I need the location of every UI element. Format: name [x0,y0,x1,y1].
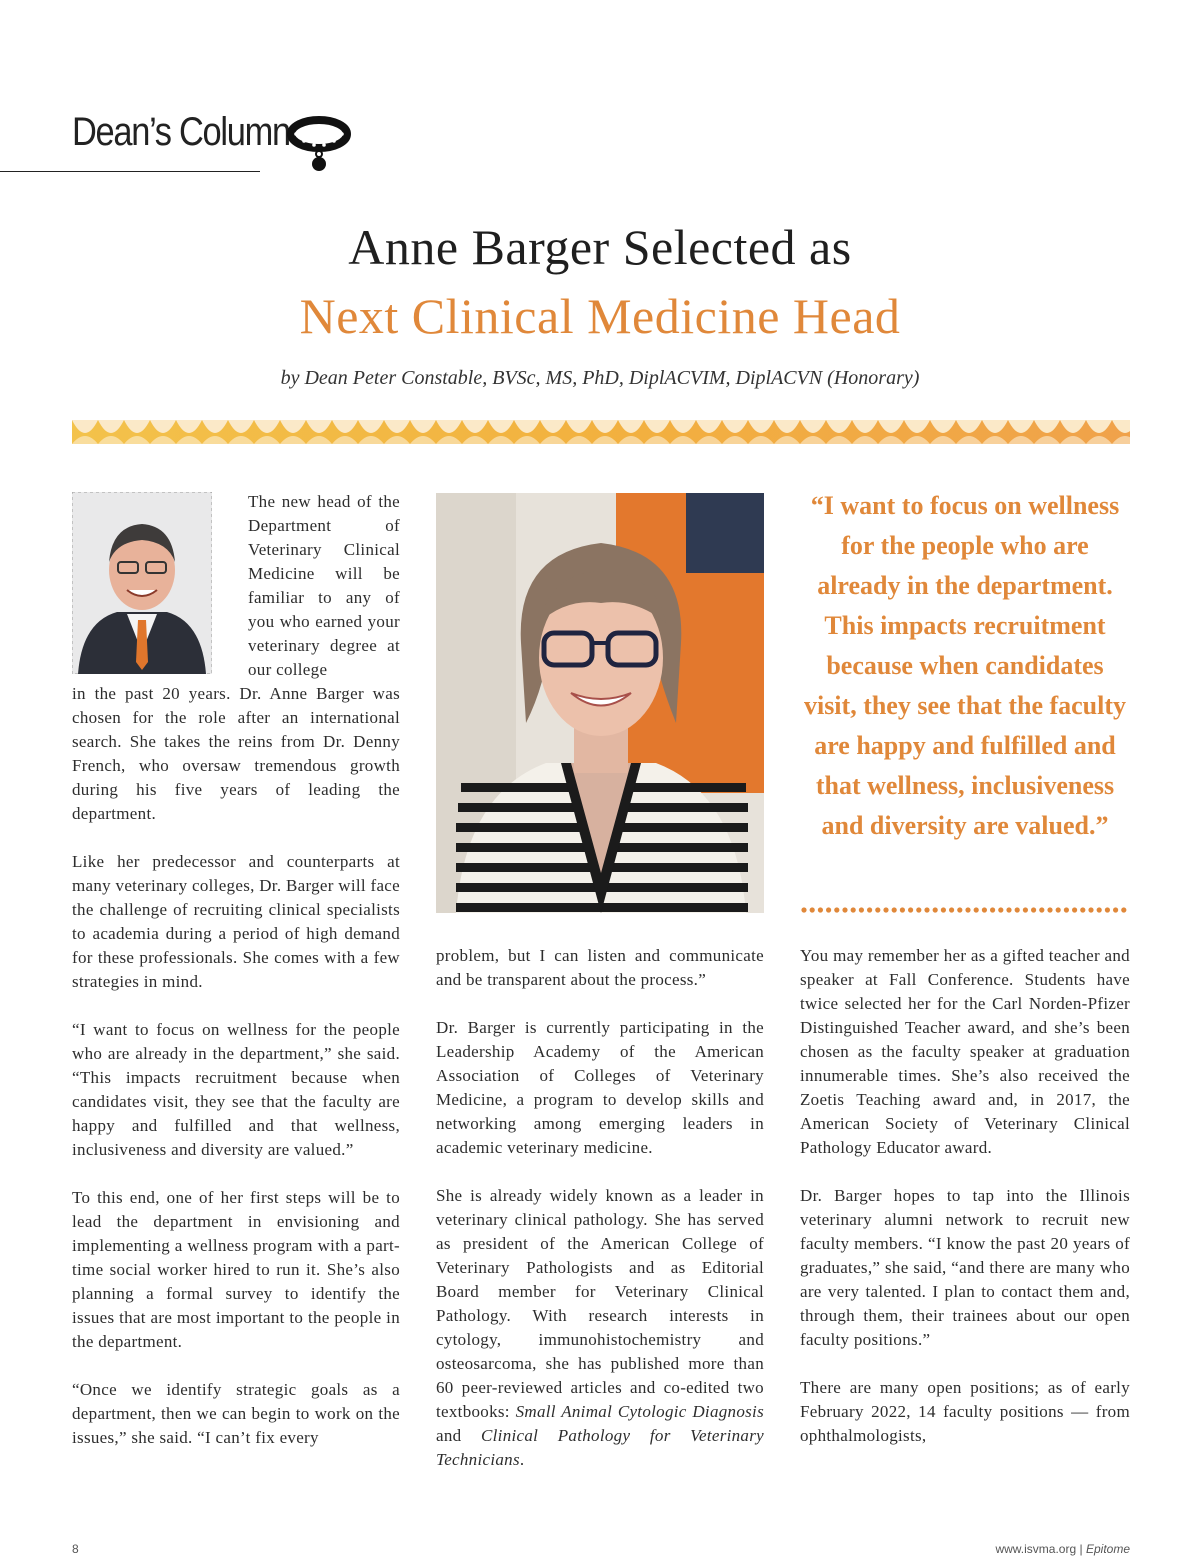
divider-dot [1121,907,1126,912]
header-rule [0,171,260,172]
divider-dot [1039,907,1044,912]
divider-dot [900,907,905,912]
divider-dot [859,907,864,912]
divider-dot [801,907,806,912]
section-label: Dean’s Column [72,110,290,154]
byline: by Dean Peter Constable, BVSc, MS, PhD, DiplACVIM, DiplACVN (Honorary) [280,367,920,389]
divider-dot [933,907,938,912]
footer-separator: | [1079,1542,1083,1556]
divider-dot [949,907,954,912]
headline-line-2: Next Clinical Medicine Head [299,288,901,344]
divider-dot [867,907,872,912]
article-column-1 [72,682,400,1450]
book-title: Clinical Pathology for Veterinary Technicians [436,1426,764,1469]
divider-dot [875,907,880,912]
paragraph: “I want to focus on wellness for the people who are already in the department,” she said. “This impacts recruitment because when candidates visit, they see that the faculty are happy and fulfilled and that wellness, inclusiveness and diversity are valued.” [72,1020,400,1159]
article-column-3 [800,944,1130,1448]
article-intro-wrap [248,490,400,682]
paragraph: “Once we identify strategic goals as a department, then we can begin to work on the issues,” she said. “I can’t fix every [72,1380,400,1447]
decorative-pattern-band [72,420,1130,444]
divider-dot [1080,907,1085,912]
divider-dot [924,907,929,912]
divider-dot [990,907,995,912]
divider-dot [908,907,913,912]
paragraph [436,1184,764,1472]
pull-quote: “I want to focus on wellness for the people who are already in the department. This impacts recruitment because when candidates visit, they see that the faculty are happy and fulfilled and that wellness, inclusiveness and diversity are valued.” [803,491,1127,840]
divider-dot [892,907,897,912]
divider-dot [834,907,839,912]
divider-dot [982,907,987,912]
divider-dot [826,907,831,912]
website-link[interactable]: www.isvma.org [995,1542,1077,1556]
intro-text: The new head of the Department of Veterinary Clinical Medicine will be familiar to any of you who earned your veterinary degree at our college [248,492,400,679]
magazine-name: Epitome [1085,1542,1130,1556]
paragraph: You may remember her as a gifted teacher and speaker at Fall Conference. Students have twice selected her for the Carl Norden-Pfizer Distinguished Teacher award, and she’s been chosen as the faculty speaker at graduation innumerable times. She’s also received the Zoetis Teaching award and, in 2017, the American Society of Veterinary Clinical Pathology Educator award. [800,946,1130,1157]
divider-dot [998,907,1003,912]
paragraph: Like her predecessor and counterparts at many veterinary colleges, Dr. Barger will face the challenge of recruiting clinical specialists to academia during a period of high demand for these professionals. She comes with a few strategies in mind. [72,852,400,991]
divider-dot [851,907,856,912]
divider-dot [1113,907,1118,912]
divider-dot [1088,907,1093,912]
paragraph: Dr. Barger is currently participating in the Leadership Academy of the American Association of Colleges of Veterinary Medicine, a program to develop skills and networking among emerging leaders in academic veterinary medicine. [436,1018,764,1157]
divider-dot [941,907,946,912]
divider-dot [1047,907,1052,912]
page-number: 8 [72,1542,79,1556]
paragraph-text: and [436,1426,482,1445]
divider-dot [1015,907,1020,912]
paragraph: To this end, one of her first steps will be to lead the department in envisioning and implementing a wellness program with a part-time social worker hired to run it. She’s also planning a formal survey to identify the issues that are most important to the people in the department. [72,1188,400,1351]
anne-barger-photo [436,493,764,913]
dean-constable-photo [72,492,212,674]
divider-dot [1023,907,1028,912]
paragraph-text: She is already widely known as a leader in veterinary clinical pathology. She has served as president of the American College of Veterinary Pathologists and as Editorial Board member for Veterinary Clinical Pathology. With research interests in cytology, immunohistochemistry and osteosarcoma, she has published more than 60 peer-reviewed articles and co-edited two textbooks: [436,1186,764,1421]
book-title: Small Animal Cytologic Diagnosis [515,1402,764,1421]
paragraph: in the past 20 years. Dr. Anne Barger was chosen for the role after an international search. She takes the reins from Dr. Denny French, who oversaw tremendous growth during his five years of leading the department. [72,684,400,823]
divider-dot [1006,907,1011,912]
dotted-divider [800,904,1130,916]
divider-dot [810,907,815,912]
dog-collar-icon [286,112,352,174]
divider-dot [818,907,823,912]
article-column-2 [436,944,764,1472]
divider-dot [916,907,921,912]
footer-credit [995,1542,1130,1556]
divider-dot [1097,907,1102,912]
paragraph-text: . [519,1450,525,1469]
divider-dot [965,907,970,912]
divider-dot [1105,907,1110,912]
divider-dot [883,907,888,912]
divider-dot [1031,907,1036,912]
divider-dot [842,907,847,912]
paragraph: There are many open positions; as of early February 2022, 14 faculty positions — from ophthalmologists, [800,1378,1130,1445]
divider-dot [1056,907,1061,912]
divider-dot [1072,907,1077,912]
divider-dot [957,907,962,912]
divider-dot [974,907,979,912]
paragraph: Dr. Barger hopes to tap into the Illinois veterinary alumni network to recruit new faculty members. “I know the past 20 years of graduates,” she said, “and there are many who are very talented. I plan to contact them and, through them, their trainees about our open faculty positions.” [800,1186,1130,1349]
divider-dot [1064,907,1069,912]
headline-line-1: Anne Barger Selected as [348,219,852,275]
paragraph: problem, but I can listen and communicate and be transparent about the process.” [436,946,764,989]
